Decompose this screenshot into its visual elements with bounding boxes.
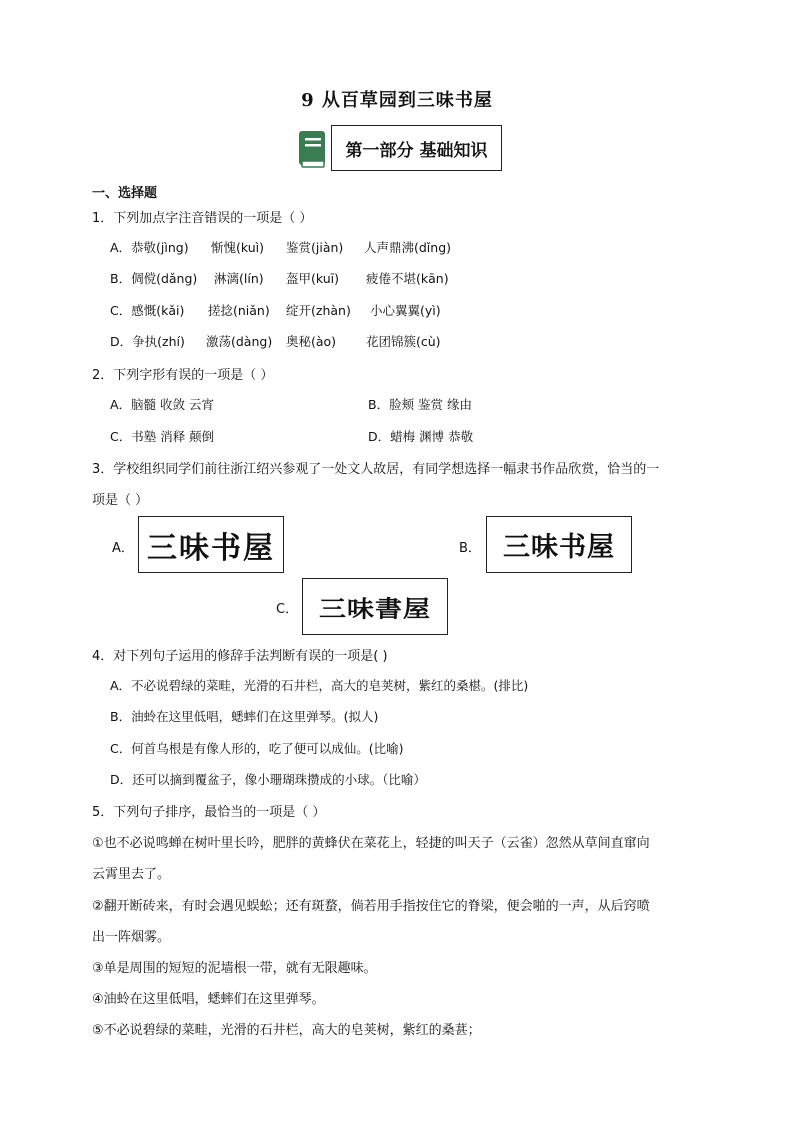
option-c-item-4: 小心翼翼(yì) bbox=[370, 303, 441, 318]
option-d-item-3: 奥秘(ào) bbox=[286, 334, 337, 349]
sentence-4: ④油蛉在这里低唱，蟋蟀们在这里弹琴。 bbox=[92, 992, 325, 1007]
calligraphy-text-b: 三味书屋 bbox=[503, 532, 615, 563]
option-c-item-2: 搓捻(niǎn) bbox=[208, 303, 270, 318]
option-a-item-3: 鉴赏(jiàn) bbox=[286, 240, 344, 255]
question-4-option-d: D．还可以摘到覆盆子，像小珊瑚珠攒成的小球。（比喻） bbox=[110, 772, 426, 787]
question-4-stem: 4．对下列句子运用的修辞手法判断有误的一项是( ) bbox=[92, 649, 388, 664]
option-b-item-1: B．倜傥(dǎng) bbox=[110, 271, 198, 286]
calligraphy-image-a bbox=[138, 516, 284, 573]
option-b-item-2: 淋漓(lín) bbox=[214, 271, 264, 286]
question-2-option-c: C．书塾 消释 颠倒 bbox=[110, 429, 215, 444]
calligraphy-text-c: 三味書屋 bbox=[319, 595, 431, 623]
option-c-item-1: C．感慨(kǎi) bbox=[110, 303, 185, 318]
sentence-3: ③单是周围的短短的泥墙根一带，就有无限趣味。 bbox=[92, 961, 377, 976]
part-heading: 第一部分 基础知识 bbox=[331, 125, 502, 171]
sentence-2-line-1: ②翻开断砖来，有时会遇见蜈蚣；还有斑蝥，倘若用手指按住它的脊梁，便会啪的一声，从后窍喷 bbox=[92, 899, 650, 914]
calligraphy-image-b bbox=[486, 516, 632, 573]
calligraphy-image-c bbox=[302, 578, 448, 635]
sentence-1-line-2: 云霄里去了。 bbox=[92, 867, 171, 882]
question-3-option-b-label: B． bbox=[459, 541, 481, 556]
sentence-2-line-2: 出一阵烟雾。 bbox=[92, 930, 171, 945]
question-2-option-a: A．脑髓 收敛 云宵 bbox=[110, 397, 214, 412]
question-2-option-d: D．蜡梅 渊博 恭敬 bbox=[368, 429, 474, 444]
question-2-option-b: B．脸颊 鉴赏 缘由 bbox=[368, 397, 473, 412]
option-a-item-2: 惭愧(kuì) bbox=[211, 240, 265, 255]
option-d-item-2: 激荡(dàng) bbox=[206, 334, 273, 349]
sentence-1-line-1: ①也不必说鸣蝉在树叶里长吟，肥胖的黄蜂伏在菜花上，轻捷的叫天子（云雀）忽然从草间直窜向 bbox=[92, 836, 650, 851]
question-4-option-b: B．油蛉在这里低唱，蟋蟀们在这里弹琴。(拟人) bbox=[110, 709, 379, 724]
page-title: 9 从百草园到三味书屋 bbox=[301, 90, 493, 111]
section-heading: 一、选择题 bbox=[92, 186, 158, 201]
option-b-item-3: 盔甲(kuī) bbox=[286, 271, 340, 286]
question-3-option-a-label: A． bbox=[112, 541, 134, 556]
question-5-stem: 5．下列句子排序，最恰当的一项是（ ） bbox=[92, 805, 326, 820]
question-1-stem: 1．下列加点字注音错误的一项是（ ） bbox=[92, 211, 313, 226]
question-4-option-c: C．何首乌根是有像人形的，吃了便可以成仙。(比喻) bbox=[110, 741, 404, 756]
question-3-stem-line-1: 3．学校组织同学们前往浙江绍兴参观了一处文人故居，有同学想选择一幅隶书作品欣赏，恰当的一 bbox=[92, 462, 660, 477]
calligraphy-text-a: 三味书屋 bbox=[147, 530, 275, 566]
option-a-item-4: 人声鼎沸(dǐng) bbox=[364, 240, 452, 255]
question-3-option-c-label: C． bbox=[276, 602, 299, 617]
option-c-item-3: 绽开(zhàn) bbox=[286, 303, 351, 318]
option-d-item-4: 花团锦簇(cù) bbox=[366, 334, 441, 349]
question-4-option-a: A．不必说碧绿的菜畦，光滑的石井栏，高大的皂荚树，紫红的桑椹。(排比) bbox=[110, 678, 529, 693]
option-a-item-1: A．恭敬(jìng) bbox=[110, 240, 189, 255]
option-b-item-4: 疲倦不堪(kān) bbox=[366, 271, 449, 286]
option-d-item-1: D．争执(zhí) bbox=[110, 334, 185, 349]
question-3-stem-line-2: 项是（ ） bbox=[92, 493, 149, 508]
sentence-5: ⑤不必说碧绿的菜畦，光滑的石井栏，高大的皂荚树，紫红的桑葚； bbox=[92, 1023, 481, 1038]
question-2-stem: 2．下列字形有误的一项是（ ） bbox=[92, 368, 274, 383]
book-icon bbox=[298, 129, 326, 169]
